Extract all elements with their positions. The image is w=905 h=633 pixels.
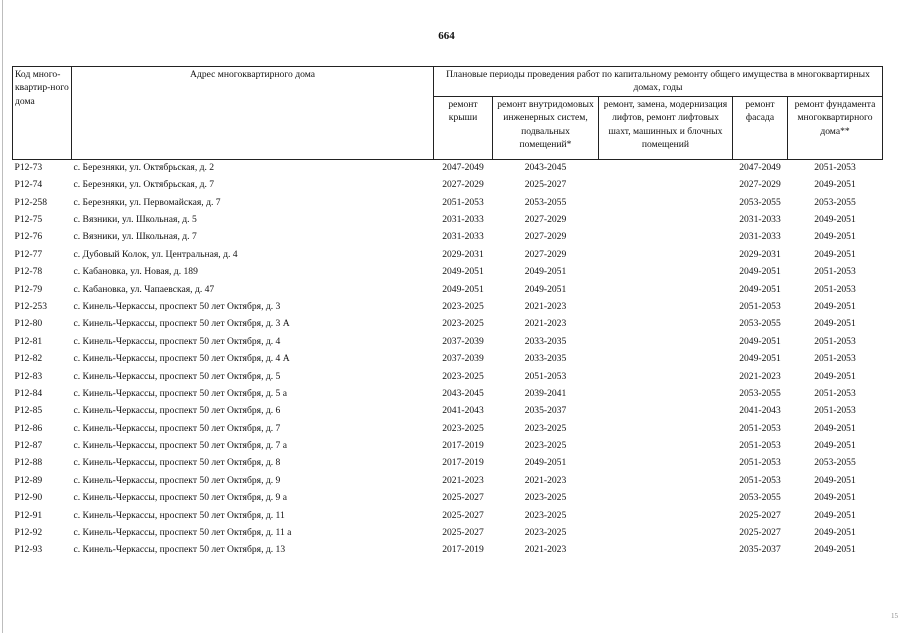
cell-code: Р12-89	[14, 474, 43, 486]
cell-facade: 2027-2029	[739, 179, 781, 191]
cell-foundation: 2049-2051	[814, 370, 856, 382]
cell-foundation: 2049-2051	[814, 422, 856, 434]
cell-address: с. Кинель-Черкассы, проспект 50 лет Октября, д. 7 а	[73, 440, 287, 452]
table-row	[13, 335, 883, 352]
cell-foundation: 2051-2053	[814, 387, 856, 399]
cell-address: с. Кинель-Черкассы, проспект 50 лет Октября, д. 13	[73, 544, 286, 556]
cell-roof: 2023-2025	[442, 370, 484, 382]
cell-engineering: 2027-2029	[524, 231, 567, 243]
cell-elevators	[599, 387, 733, 404]
table-row	[13, 196, 883, 213]
cell-elevators	[599, 474, 733, 491]
cell-code: Р12-75	[14, 213, 43, 225]
cell-elevators	[599, 404, 733, 421]
cell-engineering: 2021-2023	[524, 544, 567, 556]
cell-elevators	[599, 265, 733, 282]
cell-address: с. Кинель-Черкассы, проспект 50 лет Октября, д. 8	[73, 457, 281, 469]
cell-code: Р12-86	[14, 422, 43, 434]
cell-address: с. Кабановка, ул. Чапаевская, д. 47	[73, 283, 215, 295]
cell-address: с. Вязники, ул. Школьная, д. 7	[73, 231, 197, 243]
cell-roof: 2021-2023	[442, 474, 484, 486]
cell-foundation: 2053-2055	[814, 196, 856, 208]
page-number: 664	[438, 30, 455, 42]
cell-facade: 2031-2033	[739, 231, 781, 243]
cell-code: Р12-85	[14, 405, 43, 417]
cell-facade: 2025-2027	[739, 509, 781, 521]
cell-foundation: 2051-2053	[814, 335, 856, 347]
cell-address: с. Березняки, ул. Октябрьская, д. 2	[73, 161, 215, 173]
table-row	[13, 230, 883, 247]
cell-engineering: 2043-2045	[524, 161, 567, 173]
cell-address: с. Кинель-Черкассы, проспект 50 лет Октября, д. 9 а	[73, 492, 287, 504]
cell-roof: 2025-2027	[442, 492, 484, 504]
table-row	[13, 526, 883, 543]
cell-address: с. Кинель-Черкассы, проспект 50 лет Октября, д. 5	[73, 370, 281, 382]
cell-facade: 2025-2027	[739, 527, 781, 539]
cell-facade: 2049-2051	[739, 266, 781, 278]
cell-facade: 2021-2023	[739, 370, 781, 382]
table-row	[13, 404, 883, 421]
cell-elevators	[599, 543, 733, 560]
cell-code: Р12-88	[14, 457, 43, 469]
cell-facade: 2053-2055	[739, 318, 781, 330]
table-row	[13, 491, 883, 508]
cell-roof: 2049-2051	[442, 266, 484, 278]
table-row	[13, 265, 883, 282]
cell-facade: 2053-2055	[739, 196, 781, 208]
table-row	[13, 178, 883, 195]
cell-foundation: 2049-2051	[814, 248, 856, 260]
table-row	[13, 543, 883, 560]
cell-code: Р12-77	[14, 248, 43, 260]
cell-facade: 2049-2051	[739, 335, 781, 347]
cell-engineering: 2023-2025	[524, 527, 567, 539]
cell-roof: 2049-2051	[442, 283, 484, 295]
table-row	[13, 422, 883, 439]
table-body	[13, 159, 883, 560]
cell-foundation: 2049-2051	[814, 492, 856, 504]
table-row	[13, 352, 883, 369]
cell-roof: 2037-2039	[442, 335, 484, 347]
cell-roof: 2027-2029	[442, 179, 484, 191]
cell-code: Р12-93	[14, 544, 43, 556]
cell-foundation: 2053-2055	[814, 457, 856, 469]
cell-engineering: 2033-2035	[524, 335, 567, 347]
cell-facade: 2049-2051	[739, 283, 781, 295]
header-address: Адрес многоквартирного дома	[72, 67, 434, 160]
cell-address: с. Кинель-Черкассы, проспект 50 лет Октября, д. 4 А	[73, 353, 290, 365]
cell-foundation: 2049-2051	[814, 474, 856, 486]
cell-code: Р12-73	[14, 161, 43, 173]
cell-elevators	[599, 196, 733, 213]
cell-address: с. Кинель-Черкассы, проспект 50 лет Октября, д. 3 А	[73, 318, 290, 330]
cell-roof: 2023-2025	[442, 318, 484, 330]
cell-code: Р12-258	[14, 196, 48, 208]
cell-engineering: 2053-2055	[524, 196, 567, 208]
cell-facade: 2041-2043	[739, 405, 781, 417]
cell-elevators	[599, 509, 733, 526]
cell-roof: 2051-2053	[442, 196, 484, 208]
cell-facade: 2029-2031	[739, 248, 781, 260]
cell-facade: 2031-2033	[739, 213, 781, 225]
cell-address: с. Березняки, ул. Первомайская, д. 7	[73, 196, 221, 208]
cell-roof: 2023-2025	[442, 422, 484, 434]
cell-roof: 2017-2019	[442, 544, 484, 556]
cell-engineering: 2021-2023	[524, 318, 567, 330]
cell-elevators	[599, 335, 733, 352]
cell-facade: 2051-2053	[739, 300, 781, 312]
cell-facade: 2051-2053	[739, 440, 781, 452]
cell-address: с. Кинель-Черкассы, проспект 50 лет Октября, д. 5 а	[73, 387, 287, 399]
cell-engineering: 2025-2027	[524, 179, 567, 191]
cell-code: Р12-87	[14, 440, 43, 452]
cell-foundation: 2049-2051	[814, 509, 856, 521]
table-row	[13, 248, 883, 265]
table-row	[13, 370, 883, 387]
cell-code: Р12-76	[14, 231, 43, 243]
cell-elevators	[599, 370, 733, 387]
cell-engineering: 2049-2051	[524, 266, 567, 278]
cell-elevators	[599, 352, 733, 369]
cell-foundation: 2049-2051	[814, 544, 856, 556]
cell-code: Р12-253	[14, 300, 48, 312]
cell-roof: 2031-2033	[442, 231, 484, 243]
cell-address: с. Кинель-Черкассы, проспект 50 лет Октября, д. 3	[73, 300, 281, 312]
cell-engineering: 2033-2035	[524, 353, 567, 365]
cell-elevators	[599, 300, 733, 317]
table-row	[13, 300, 883, 317]
page-edge-line	[2, 0, 3, 633]
cell-code: Р12-74	[14, 179, 43, 191]
cell-address: с. Кинель-Черкассы, проспект 50 лет Октября, д. 4	[73, 335, 281, 347]
cell-roof: 2029-2031	[442, 248, 484, 260]
cell-elevators	[599, 526, 733, 543]
table-row	[13, 283, 883, 300]
corner-mark: 15	[891, 612, 898, 620]
capital-repair-schedule-table	[12, 66, 883, 561]
cell-elevators	[599, 456, 733, 473]
cell-engineering: 2027-2029	[524, 213, 567, 225]
table-row	[13, 213, 883, 230]
cell-foundation: 2049-2051	[814, 179, 856, 191]
cell-facade: 2049-2051	[739, 353, 781, 365]
cell-foundation: 2049-2051	[814, 527, 856, 539]
cell-address: с. Кабановка, ул. Новая, д. 189	[73, 266, 198, 278]
cell-address: с. Кинель-Черкассы, проспект 50 лет Октября, д. 6	[73, 405, 281, 417]
header-code: Код много-квартир-ного дома	[13, 67, 72, 160]
cell-engineering: 2023-2025	[524, 492, 567, 504]
cell-engineering: 2049-2051	[524, 457, 567, 469]
cell-roof: 2047-2049	[442, 161, 484, 173]
cell-code: Р12-81	[14, 335, 43, 347]
cell-roof: 2017-2019	[442, 457, 484, 469]
cell-engineering: 2035-2037	[524, 405, 567, 417]
cell-engineering: 2049-2051	[524, 283, 567, 295]
table-row	[13, 456, 883, 473]
header-foundation: ремонт фундамента многоквартирного дома**	[788, 96, 883, 159]
cell-code: Р12-91	[14, 509, 43, 521]
cell-elevators	[599, 491, 733, 508]
cell-address: с. Березняки, ул. Октябрьская, д. 7	[73, 179, 215, 191]
cell-elevators	[599, 230, 733, 247]
table-row	[13, 317, 883, 334]
cell-facade: 2035-2037	[739, 544, 781, 556]
cell-elevators	[599, 422, 733, 439]
cell-facade: 2053-2055	[739, 492, 781, 504]
cell-address: с. Вязники, ул. Школьная, д. 5	[73, 213, 197, 225]
cell-foundation: 2051-2053	[814, 161, 856, 173]
cell-address: с. Кинель-Черкассы, проспект 50 лет Октября, д. 7	[73, 422, 281, 434]
cell-facade: 2051-2053	[739, 457, 781, 469]
header-facade: ремонт фасада	[733, 96, 788, 159]
cell-engineering: 2027-2029	[524, 248, 567, 260]
cell-elevators	[599, 248, 733, 265]
table-row	[13, 387, 883, 404]
cell-facade: 2051-2053	[739, 422, 781, 434]
cell-address: с. Кинель-Черкассы, нроспект 50 лет Октября, д. 11	[73, 509, 285, 521]
table-row	[13, 439, 883, 456]
cell-engineering: 2023-2025	[524, 422, 567, 434]
cell-foundation: 2051-2053	[814, 283, 856, 295]
cell-foundation: 2049-2051	[814, 318, 856, 330]
cell-elevators	[599, 159, 733, 178]
cell-code: Р12-92	[14, 527, 43, 539]
table-row	[13, 509, 883, 526]
cell-code: Р12-79	[14, 283, 43, 295]
cell-engineering: 2023-2025	[524, 509, 567, 521]
table-row	[13, 159, 883, 178]
cell-code: Р12-83	[14, 370, 43, 382]
cell-code: Р12-84	[14, 387, 43, 399]
cell-roof: 2031-2033	[442, 213, 484, 225]
cell-foundation: 2051-2053	[814, 353, 856, 365]
cell-engineering: 2039-2041	[524, 387, 567, 399]
cell-elevators	[599, 283, 733, 300]
cell-foundation: 2051-2053	[814, 266, 856, 278]
header-periods-group: Плановые периоды проведения работ по капитальному ремонту общего имущества в многоквартирных домах, годы	[434, 67, 883, 97]
cell-code: Р12-90	[14, 492, 43, 504]
cell-engineering: 2021-2023	[524, 300, 567, 312]
cell-address: с. Кинель-Черкассы, проспект 50 лет Октября, д. 11 а	[73, 527, 292, 539]
cell-roof: 2025-2027	[442, 527, 484, 539]
table-row	[13, 474, 883, 491]
header-engineering: ремонт внутридомовых инженерных систем, подвальных помещений*	[493, 96, 599, 159]
cell-engineering: 2051-2053	[524, 370, 567, 382]
cell-foundation: 2049-2051	[814, 300, 856, 312]
cell-code: Р12-82	[14, 353, 43, 365]
cell-facade: 2051-2053	[739, 474, 781, 486]
cell-code: Р12-78	[14, 266, 43, 278]
cell-elevators	[599, 178, 733, 195]
cell-facade: 2053-2055	[739, 387, 781, 399]
cell-elevators	[599, 213, 733, 230]
cell-foundation: 2049-2051	[814, 231, 856, 243]
cell-elevators	[599, 439, 733, 456]
cell-roof: 2037-2039	[442, 353, 484, 365]
cell-roof: 2017-2019	[442, 440, 484, 452]
cell-address: с. Кинель-Черкассы, проспект 50 лет Октября, д. 9	[73, 474, 281, 486]
cell-foundation: 2051-2053	[814, 405, 856, 417]
cell-address: с. Дубовый Колок, ул. Центральная, д. 4	[73, 248, 238, 260]
cell-engineering: 2023-2025	[524, 440, 567, 452]
cell-roof: 2041-2043	[442, 405, 484, 417]
cell-roof: 2025-2027	[442, 509, 484, 521]
cell-roof: 2023-2025	[442, 300, 484, 312]
header-roof: ремонт крыши	[434, 96, 493, 159]
cell-foundation: 2049-2051	[814, 440, 856, 452]
cell-elevators	[599, 317, 733, 334]
cell-code: Р12-80	[14, 318, 43, 330]
cell-facade: 2047-2049	[739, 161, 781, 173]
cell-engineering: 2021-2023	[524, 474, 567, 486]
cell-foundation: 2049-2051	[814, 213, 856, 225]
header-elevators: ремонт, замена, модернизация лифтов, ремонт лифтовых шахт, машинных и блочных помещений	[599, 96, 733, 159]
cell-roof: 2043-2045	[442, 387, 484, 399]
